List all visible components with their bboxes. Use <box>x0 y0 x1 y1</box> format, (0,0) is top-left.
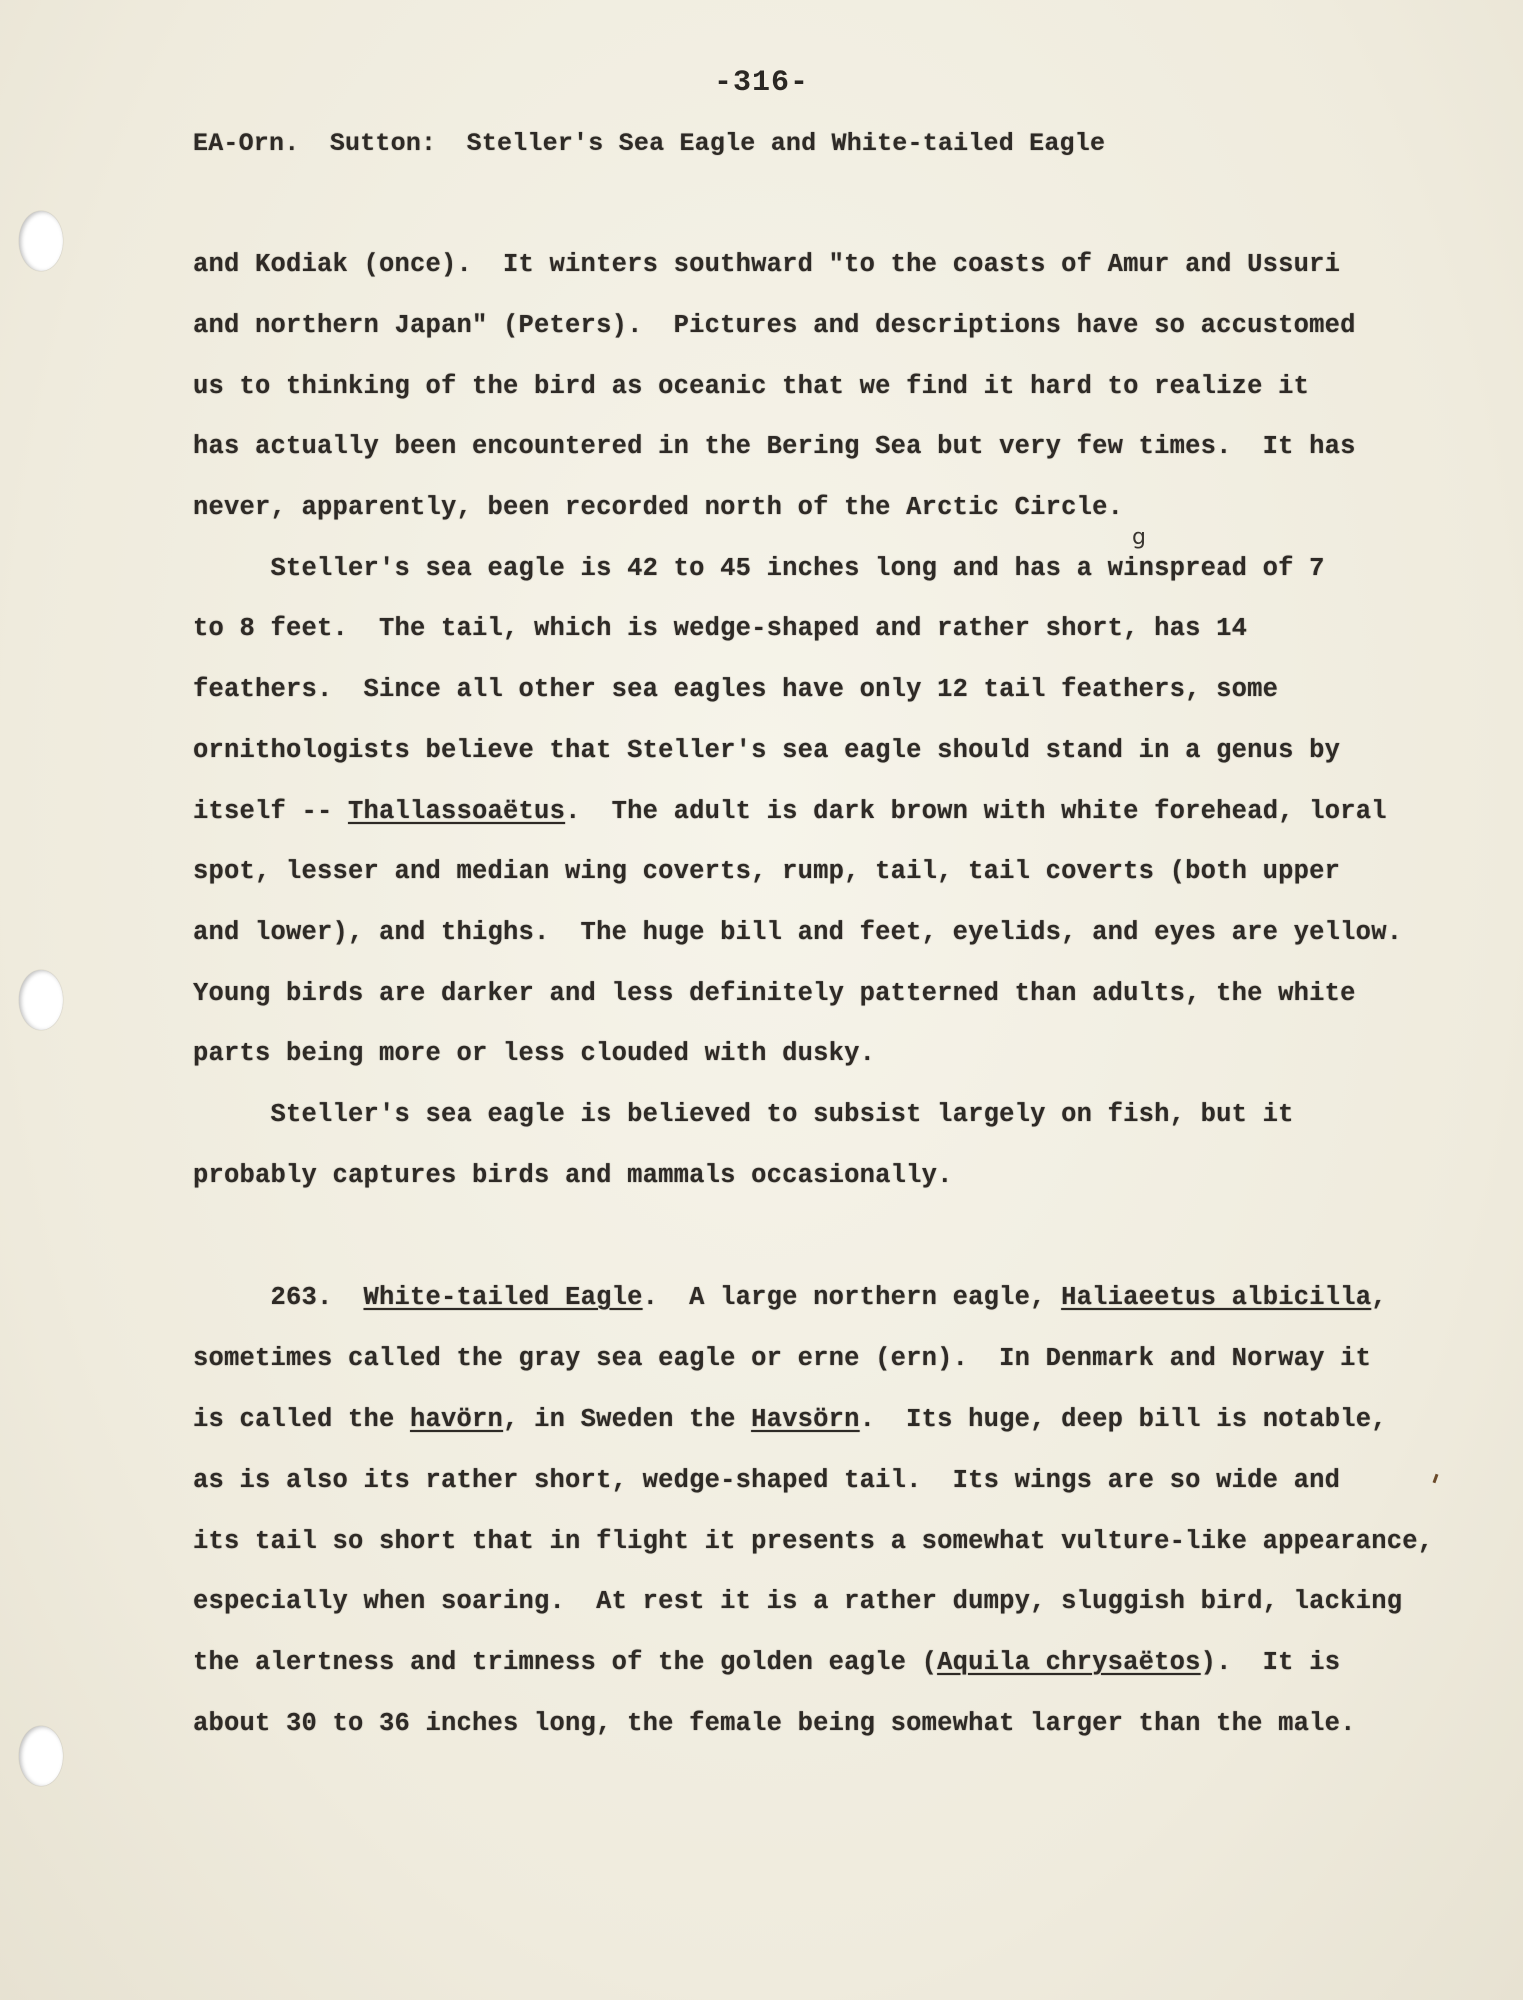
text-line <box>193 918 1402 947</box>
text-segment: . The adult is dark brown with white forehead, loral <box>565 797 1387 826</box>
text-segment: . Its huge, deep bill is notable, <box>859 1405 1387 1434</box>
text-segment: spot, lesser and median wing coverts, rump, tail, tail coverts (both upper <box>193 857 1341 886</box>
text-line <box>193 675 1278 704</box>
text-line <box>193 736 1340 765</box>
text-line <box>193 1709 1356 1738</box>
text-line <box>193 1587 1402 1616</box>
text-segment: . A large northern eagle, <box>642 1283 1062 1312</box>
underlined-term: White-tailed Eagle <box>363 1283 643 1312</box>
text-segment: ornithologists believe that Steller's sea eagle should stand in a genus by <box>193 736 1341 765</box>
text-line <box>193 614 1247 643</box>
text-line <box>193 250 1340 279</box>
punch-hole <box>19 970 63 1030</box>
text-line <box>193 1344 1371 1373</box>
text-segment: and lower), and thighs. The huge bill and feet, eyelids, and eyes are yellow. <box>193 918 1403 947</box>
punch-hole <box>19 211 63 271</box>
text-segment: us to thinking of the bird as oceanic that we find it hard to realize it <box>193 372 1310 401</box>
text-segment: and northern Japan" (Peters). Pictures and descriptions have so accustomed <box>193 311 1356 340</box>
page-number: -316- <box>713 66 809 100</box>
text-segment: and Kodiak (once). It winters southward "to the coasts of Amur and Ussuri <box>193 250 1341 279</box>
text-segment: Steller's sea eagle is 42 to 45 inches long and has a winspread of 7 <box>193 554 1325 583</box>
text-segment: sometimes called the gray sea eagle or erne (ern). In Denmark and Norway it <box>193 1344 1372 1373</box>
text-line <box>193 372 1309 401</box>
underlined-term: havörn <box>410 1405 504 1434</box>
text-line <box>193 797 1387 826</box>
underlined-term: Havsörn <box>751 1405 860 1434</box>
underlined-term: Thallassoaëtus <box>348 797 566 826</box>
text-line <box>193 432 1356 461</box>
text-segment: ). It is <box>1200 1648 1341 1677</box>
text-segment: Young birds are darker and less definitely patterned than adults, the white <box>193 979 1356 1008</box>
text-line <box>193 1100 1294 1129</box>
handwritten-annotation: g <box>1132 525 1146 550</box>
text-segment: itself -- <box>193 797 349 826</box>
text-line <box>193 1039 875 1068</box>
text-segment: , <box>1371 1283 1387 1312</box>
text-line <box>193 493 1123 522</box>
text-segment: its tail so short that in flight it presents a somewhat vulture-like appearance, <box>193 1527 1434 1556</box>
text-segment: feathers. Since all other sea eagles have only 12 tail feathers, some <box>193 675 1279 704</box>
text-segment: to 8 feet. The tail, which is wedge-shaped and rather short, has 14 <box>193 614 1248 643</box>
underlined-term: Haliaeetus albicilla <box>1061 1283 1372 1312</box>
page-header: EA-Orn. Sutton: Steller's Sea Eagle and White-tailed Eagle <box>193 129 1106 158</box>
text-line <box>193 1466 1340 1495</box>
text-line <box>193 1527 1433 1556</box>
text-segment: , in Sweden the <box>503 1405 752 1434</box>
text-segment: Steller's sea eagle is believed to subsist largely on fish, but it <box>193 1100 1294 1129</box>
text-segment: probably captures birds and mammals occasionally. <box>193 1161 953 1190</box>
text-segment: has actually been encountered in the Bering Sea but very few times. It has <box>193 432 1356 461</box>
text-segment: about 30 to 36 inches long, the female being somewhat larger than the male. <box>193 1709 1356 1738</box>
text-segment: 263. <box>193 1283 364 1312</box>
text-segment: never, apparently, been recorded north of the Arctic Circle. <box>193 493 1124 522</box>
text-line <box>193 1648 1340 1677</box>
text-line <box>193 1161 953 1190</box>
punch-hole <box>19 1726 63 1786</box>
text-line <box>193 1283 1387 1312</box>
text-line <box>193 554 1325 583</box>
text-line <box>193 311 1356 340</box>
text-segment: is called the <box>193 1405 411 1434</box>
text-segment: as is also its rather short, wedge-shaped tail. Its wings are so wide and <box>193 1466 1341 1495</box>
text-line <box>193 1405 1387 1434</box>
underlined-term: Aquila chrysaëtos <box>937 1648 1201 1677</box>
text-segment: the alertness and trimness of the golden eagle ( <box>193 1648 938 1677</box>
text-line <box>193 857 1340 886</box>
text-segment: especially when soaring. At rest it is a rather dumpy, sluggish bird, lacking <box>193 1587 1403 1616</box>
text-segment: parts being more or less clouded with dusky. <box>193 1039 876 1068</box>
text-line <box>193 979 1356 1008</box>
ink-mark <box>1433 1474 1439 1483</box>
